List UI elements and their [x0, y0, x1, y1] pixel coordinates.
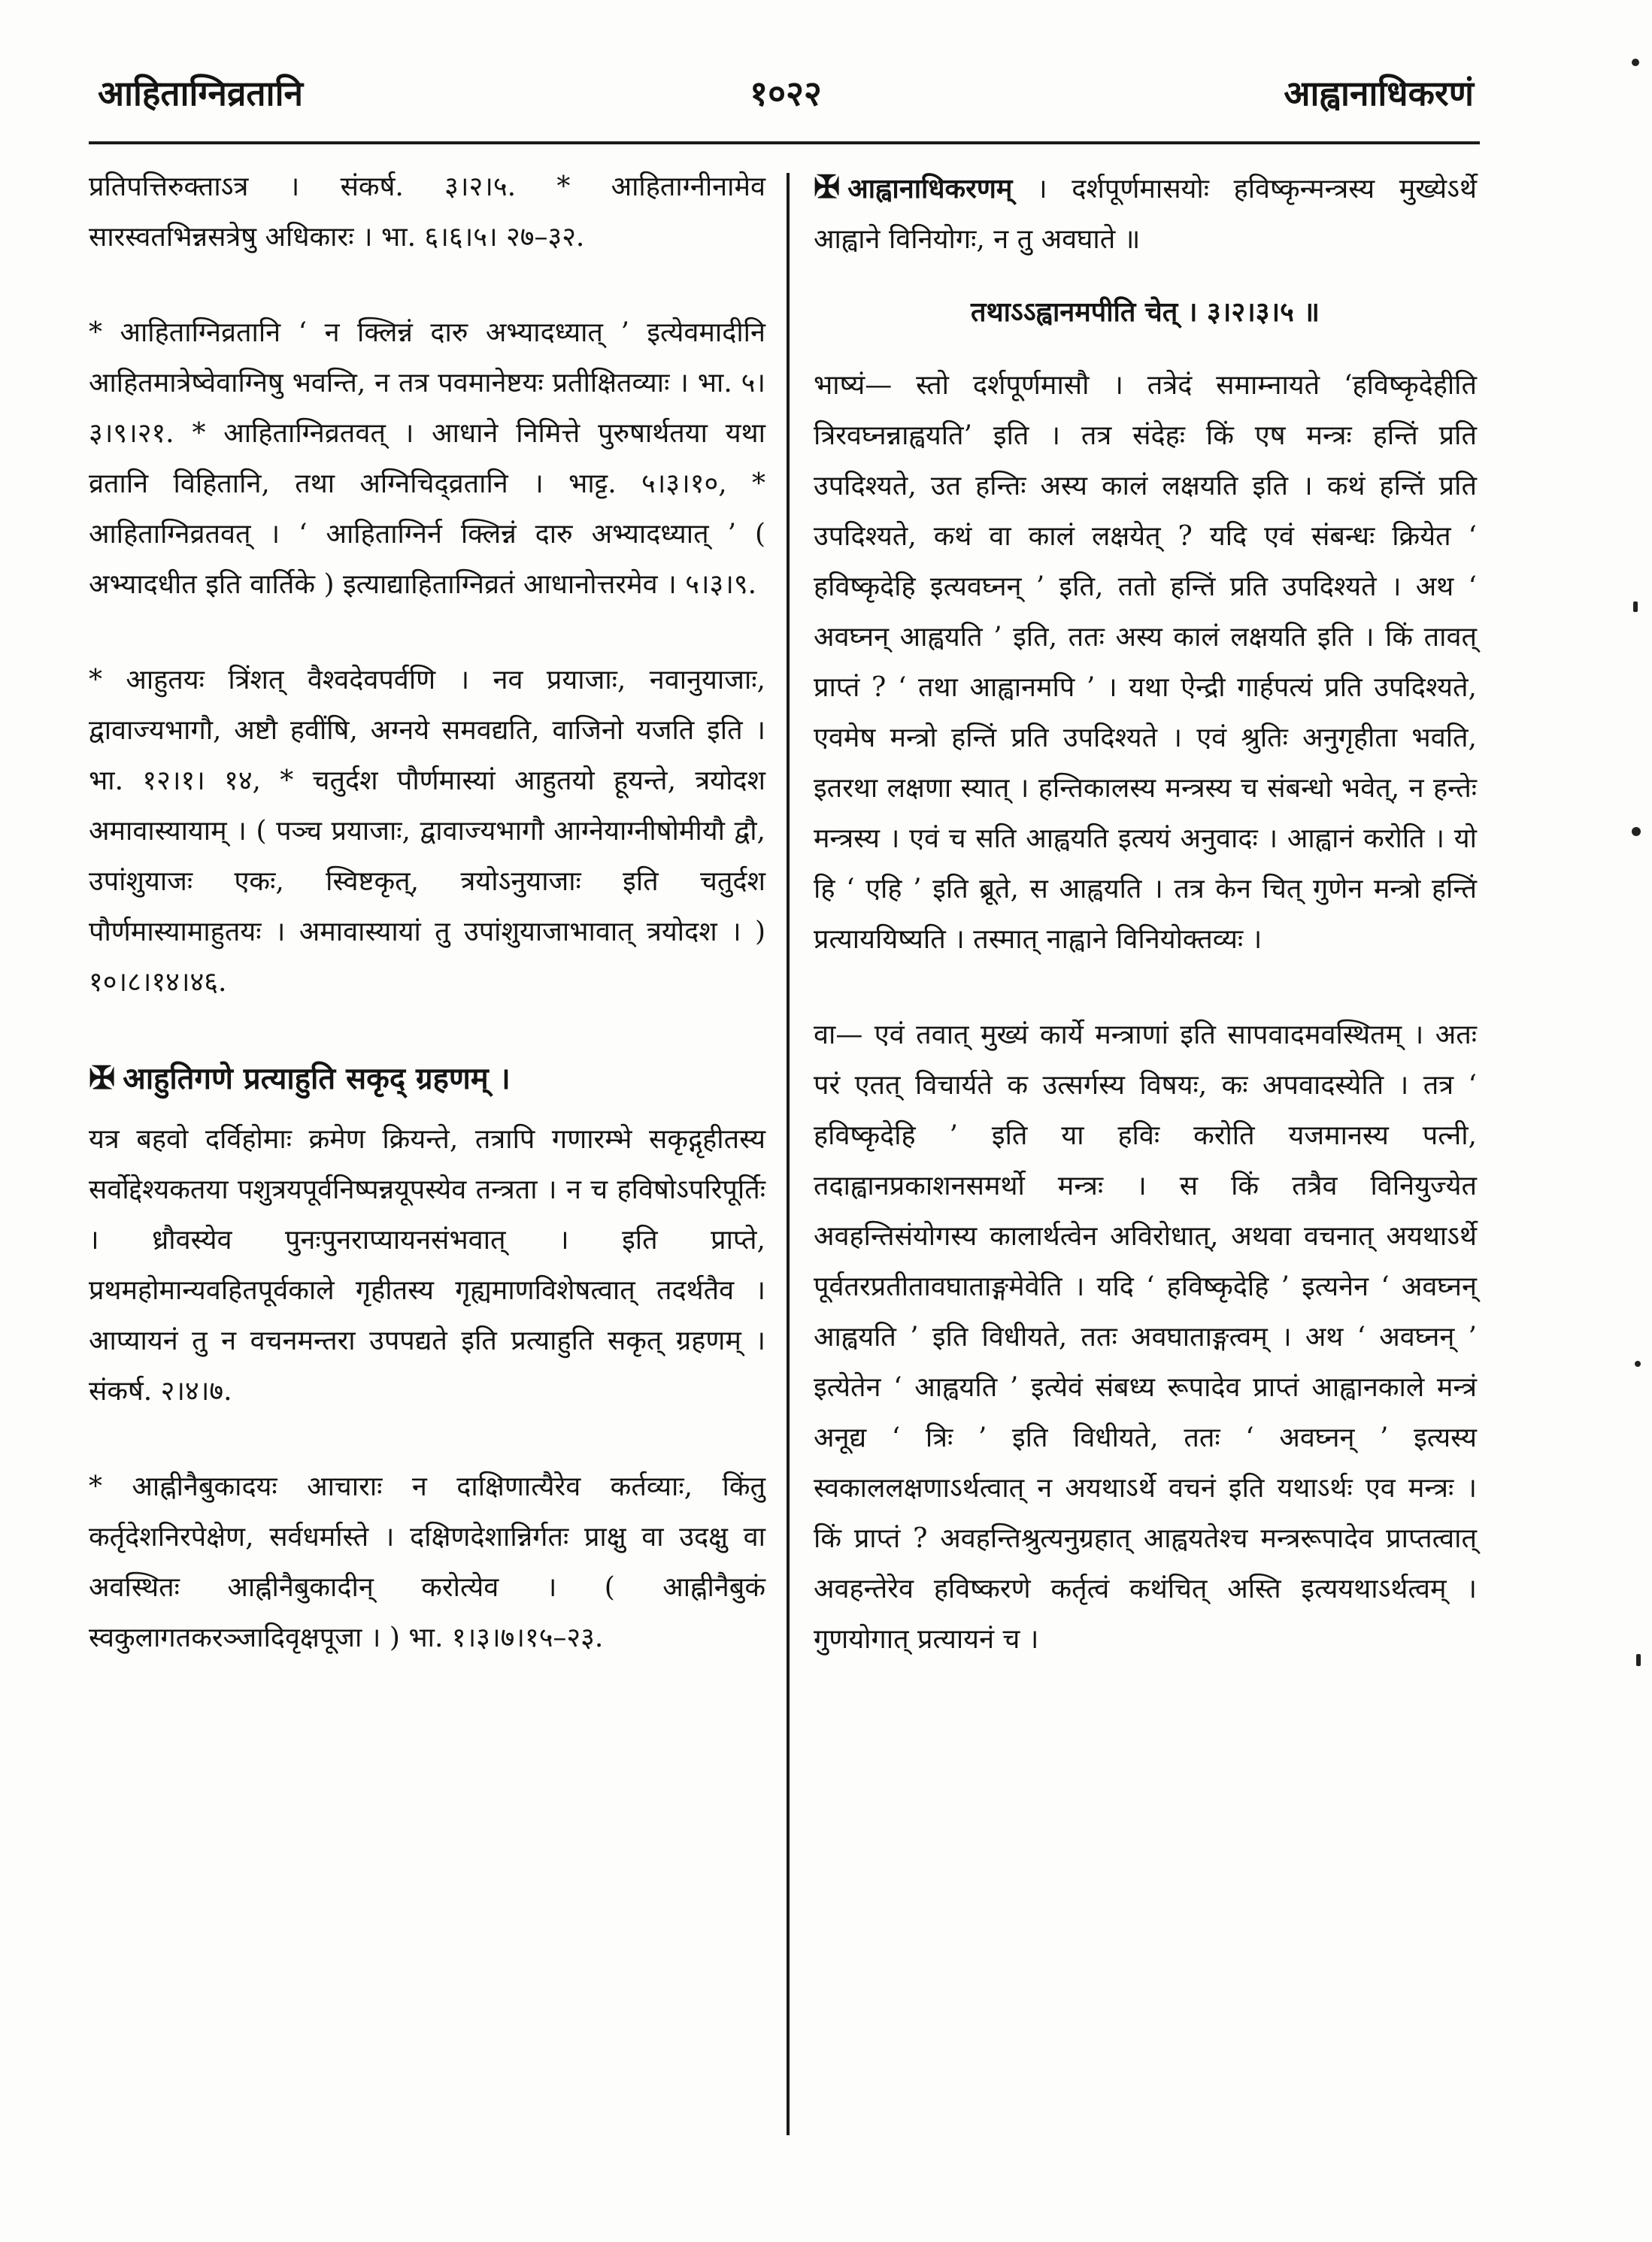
left-para-5: * आह्नीनैबुकादयः आचाराः न दाक्षिणात्यैरेव कर्तव्याः, किंतु कर्तृदेशनिरपेक्षेण, सर्वधर्मास्ते । दक्षिणदेशान्निर्गतः प्राक्षु वा उदक्षु वा अवस्थितः आह्नीनैबुकादीन् करोत्येव । ( आह्नीनैबुकं स्वकुलागतकरञ्जादिवृक्षपूजा । ) भा. १।३।७।१५–२३. [89, 1471, 765, 1653]
left-para-1: प्रतिपत्तिरुक्ताऽत्र । संकर्ष. ३।२।५. * आहिताग्नीनामेव सारस्वतभिन्नसत्रेषु अधिकारः । भा. ६।६।५। २७–३२. [89, 171, 765, 253]
left-column [89, 162, 765, 1708]
left-para-2: * आहिताग्निव्रतानि ‘ न क्लिन्नं दारु अभ्यादध्यात् ’ इत्येवमादीनि आहितमात्रेष्वेवाग्निषु भवन्ति, न तत्र पवमानेष्टयः प्रतीक्षितव्याः । भा. ५।३।९।२१. * आहिताग्निव्रतवत् । आधाने निमित्ते पुरुषार्थतया यथा व्रतानि विहितानि, तथा अग्निचिद्व्रतानि । भाट्ट. ५।३।१०, * आहिताग्निव्रतवत् । ‘ आहिताग्निर्न क्लिन्नं दारु अभ्यादध्यात् ’ ( अभ्यादधीत इति वार्तिके ) इत्याद्याहिताग्निव्रतं आधानोत्तरमेव । ५।३।९. [89, 317, 765, 600]
running-head-right: आह्वानाधिकरणं [1284, 73, 1474, 114]
column-divider [787, 173, 790, 2135]
left-section-title: आहुतिगणे प्रत्याहुति सकृद् ग्रहणम् । [123, 1061, 511, 1096]
margin-speck [1632, 59, 1639, 66]
margin-speck [1636, 1654, 1641, 1666]
margin-speck [1633, 601, 1638, 612]
right-section-title: आह्वानाधिकरणम् [847, 173, 1013, 205]
right-section-intro: । दर्शपूर्णमासयोः हविष्कृन्मन्त्रस्य मुख्येऽर्थे आह्वाने विनियोगः, न तु अवघाते ॥ [814, 174, 1477, 255]
left-section-heading [89, 1053, 765, 1104]
page-number: १०२२ [750, 73, 822, 114]
right-column [814, 162, 1477, 1710]
header-rule [89, 141, 1480, 144]
bhashya-para: भाष्यं— स्तो दर्शपूर्णमासौ । तत्रेदं समाम्नायते ‘हविष्कृदेहीति त्रिरवघ्नन्नाह्वयति’ इति । तत्र संदेहः किं एष मन्त्रः हन्तिं प्रति उपदिश्यते, उत हन्तिः अस्य कालं लक्षयति इति । कथं हन्तिं प्रति उपदिश्यते, कथं वा कालं लक्षयेत् ? यदि एवं संबन्धः क्रियेत ‘ हविष्कृदेहि इत्यवघ्नन् ’ इति, ततो हन्तिं प्रति उपदिश्यते । अथ ‘ अवघ्नन् आह्वयति ’ इति, ततः अस्य कालं लक्षयति इति । किं तावत् प्राप्तं ? ‘ तथा आह्वानमपि ’ । यथा ऐन्द्री गार्हपत्यं प्रति उपदिश्यते, एवमेष मन्त्रो हन्तिं प्रति उपदिश्यते । एवं श्रुतिः अनुगृहीता भवति, इतरथा लक्षणा स्यात् । हन्तिकालस्य मन्त्रस्य च संबन्धो भवेत्, न हन्तेः मन्त्रस्य । एवं च सति आह्वयति इत्ययं अनुवादः । आह्वानं करोति । यो हि ‘ एहि ’ इति ब्रूते, स आह्वयति । तत्र केन चित् गुणेन मन्त्रो हन्तिं प्रत्याययिष्यति । तस्मात् नाह्वाने विनियोक्तव्यः । [814, 370, 1477, 955]
running-head-left: आहिताग्निव्रतानि [98, 73, 304, 114]
varttika-para: वा— एवं तवात् मुख्यं कार्ये मन्त्राणां इति सापवादमवस्थितम् । अतः परं एतत् विचार्यते क उत्सर्गस्य विषयः, कः अपवादस्येति । तत्र ‘ हविष्कृदेहि ’ इति या हविः करोति यजमानस्य पत्नी, तदाह्वानप्रकाशनसमर्थो मन्त्रः । स किं तत्रैव विनियुज्येत अवहन्तिसंयोगस्य कालार्थत्वेन अविरोधात्, अथवा वचनात् अयथाऽर्थे पूर्वतरप्रतीतावघाताङ्गमेवेति । यदि ‘ हविष्कृदेहि ’ इत्यनेन ‘ अवघ्नन् आह्वयति ’ इति विधीयते, ततः अवघाताङ्गत्वम् । अथ ‘ अवघ्नन् ’ इत्येतेन ‘ आह्वयति ’ इत्येवं संबध्य रूपादेव प्राप्तं आह्वानकाले मन्त्रं अनूद्य ‘ त्रिः ’ इति विधीयते, ततः ‘ अवघ्नन् ’ इत्यस्य स्वकाललक्षणाऽर्थत्वात् न अयथाऽर्थे वचनं इति यथाऽर्थः एव मन्त्रः । किं प्राप्तं ? अवहन्तिश्रुत्यनुग्रहात् आह्वयतेश्च मन्त्ररूपादेव प्राप्तत्वात् अवहन्तेरेव हविष्करणे कर्तृत्वं कथंचित् अस्ति इत्ययथाऽर्थत्वम् । गुणयोगात् प्रत्यायनं च । [814, 1020, 1477, 1655]
page-header [98, 69, 1474, 122]
left-para-4: यत्र बहवो दर्विहोमाः क्रमेण क्रियन्ते, तत्रापि गणारम्भे सकृद्गृहीतस्य सर्वोद्देश्यकतया पशुत्रयपूर्वनिष्पन्नयूपस्येव तन्त्रता । न च हविषोऽपरिपूर्तिः । ध्रौवस्येव पुनःपुनराप्यायनसंभवात् । इति प्राप्ते, प्रथमहोमान्यवहितपूर्वकाले गृहीतस्य गृह्यमाणविशेषत्वात् तदर्थतैव । आप्यायनं तु न वचनमन्तरा उपपद्यते इति प्रत्याहुति सकृत् ग्रहणम् । संकर्ष. २।४।७. [89, 1124, 765, 1407]
margin-speck [1635, 1361, 1641, 1367]
section-symbol-icon: ✠ [89, 1059, 116, 1096]
section-symbol-icon: ✠ [814, 168, 841, 205]
right-para-1 [814, 162, 1477, 265]
sutra-line: तथाऽऽह्वानमपीति चेत् । ३।२।३।५ ॥ [971, 296, 1320, 328]
margin-speck [1632, 827, 1641, 836]
left-para-3: * आहुतयः त्रिंशत् वैश्वदेवपर्वणि । नव प्रयाजाः, नवानुयाजाः, द्वावाज्यभागौ, अष्टौ हवींषि, अग्नये समवद्यति, वाजिनो यजति इति । भा. १२।१। १४, * चतुर्दश पौर्णमास्यां आहुतयो हूयन्ते, त्रयोदश अमावास्यायाम् । ( पञ्च प्रयाजाः, द्वावाज्यभागौ आग्नेयाग्नीषोमीयौ द्वौ, उपांशुयाजः एकः, स्विष्टकृत्, त्रयोऽनुयाजाः इति चतुर्दश पौर्णमास्यामाहुतयः । अमावास्यायां तु उपांशुयाजाभावात् त्रयोदश । ) १०।८।१४।४६. [89, 665, 765, 998]
